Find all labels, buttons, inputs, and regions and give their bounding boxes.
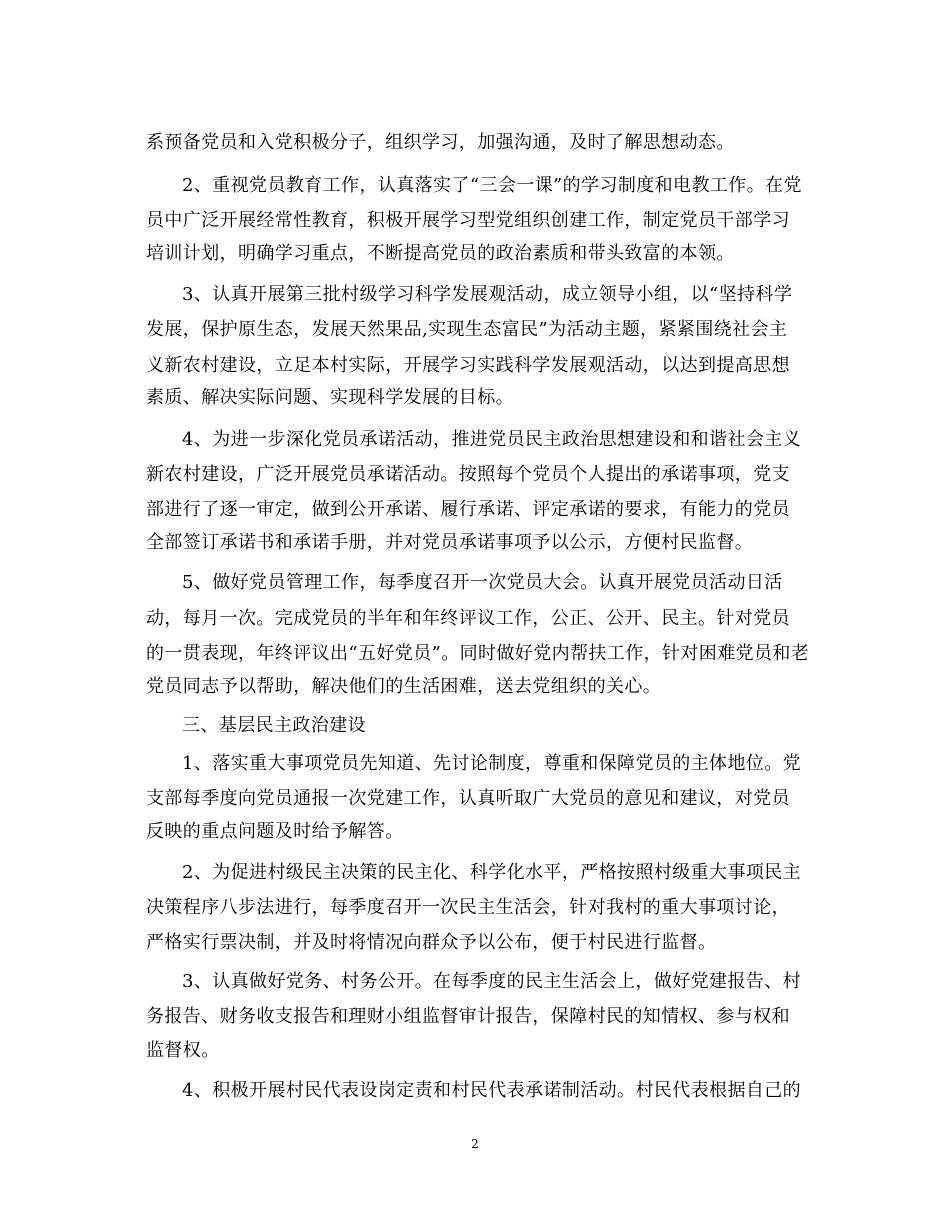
text-line: 动，每月一次。完成党员的半年和年终评议工作，公正、公开、民主。针对党员 bbox=[146, 608, 790, 629]
text-line: 培训计划，明确学习重点，不断提高党员的政治素质和带头致富的本领。 bbox=[146, 243, 735, 264]
text-line: 发展，保护原生态，发展天然果品,实现生态富民”为活动主题，紧紧围绕社会主 bbox=[146, 319, 788, 340]
text-line: 支部每季度向党员通报一次党建工作，认真听取广大党员的意见和建议，对党员 bbox=[146, 788, 790, 809]
text-line: 4、积极开展村民代表设岗定责和村民代表承诺制活动。村民代表根据自己的 bbox=[182, 1080, 802, 1101]
text-line: 监督权。 bbox=[146, 1040, 220, 1061]
text-line: 1、落实重大事项党员先知道、先讨论制度，尊重和保障党员的主体地位。党 bbox=[182, 753, 802, 774]
text-line: 3、认真开展第三批村级学习科学发展观活动，成立领导小组，以“坚持科学 bbox=[182, 284, 793, 305]
text-line: 部进行了逐一审定，做到公开承诺、履行承诺、评定承诺的要求，有能力的党员 bbox=[146, 499, 790, 520]
text-line: 2、重视党员教育工作，认真落实了“三会一课”的学习制度和电教工作。在党 bbox=[182, 175, 802, 196]
text-line: 系预备党员和入党积极分子，组织学习，加强沟通，及时了解思想动态。 bbox=[146, 132, 735, 153]
text-line: 3、认真做好党务、村务公开。在每季度的民主生活会上，做好党建报告、村 bbox=[182, 971, 802, 992]
text-line: 2、为促进村级民主决策的民主化、科学化水平，严格按照村级重大事项民主 bbox=[182, 862, 802, 883]
section-heading: 三、基层民主政治建设 bbox=[182, 715, 366, 736]
page-number: 2 bbox=[471, 1137, 479, 1151]
text-line: 党员同志予以帮助，解决他们的生活困难，送去党组织的关心。 bbox=[146, 676, 662, 697]
text-line: 4、为进一步深化党员承诺活动，推进党员民主政治思想建设和和谐社会主义 bbox=[182, 429, 802, 450]
text-line: 5、做好党员管理工作，每季度召开一次党员大会。认真开展党员活动日活 bbox=[182, 572, 783, 593]
text-line: 反映的重点问题及时给予解答。 bbox=[146, 821, 404, 842]
text-line: 素质、解决实际问题、实现科学发展的目标。 bbox=[146, 387, 514, 408]
text-line: 义新农村建设，立足本村实际，开展学习实践科学发展观活动，以达到提高思想 bbox=[146, 355, 790, 376]
text-line: 决策程序八步法进行，每季度召开一次民主生活会，针对我村的重大事项讨论， bbox=[146, 897, 790, 918]
text-line: 员中广泛开展经常性教育，积极开展学习型党组织创建工作，制定党员干部学习 bbox=[146, 210, 790, 231]
text-line: 新农村建设，广泛开展党员承诺活动。按照每个党员个人提出的承诺事项，党支 bbox=[146, 464, 790, 485]
text-line: 务报告、财务收支报告和理财小组监督审计报告，保障村民的知情权、参与权和 bbox=[146, 1006, 790, 1027]
text-line: 全部签订承诺书和承诺手册，并对党员承诺事项予以公示，方便村民监督。 bbox=[146, 532, 754, 553]
text-line: 严格实行票决制，并及时将情况向群众予以公布，便于村民进行监督。 bbox=[146, 932, 717, 953]
text-line: 的一贯表现，年终评议出“五好党员”。同时做好党内帮扶工作，针对困难党员和老 bbox=[146, 643, 810, 664]
